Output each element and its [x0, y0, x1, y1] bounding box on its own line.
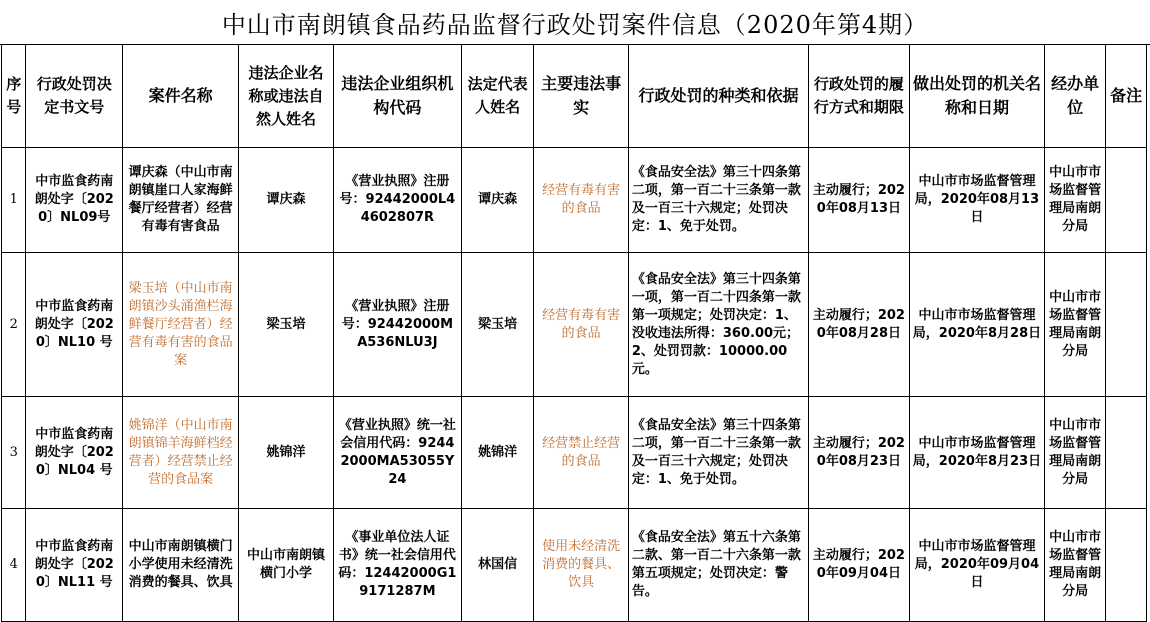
header-penalty: 行政处罚的种类和依据	[628, 45, 808, 148]
cell-legal-rep: 谭庆森	[462, 148, 534, 253]
cell-legal-rep: 林国信	[462, 509, 534, 622]
header-facts: 主要违法事实	[534, 45, 629, 148]
cell-doc-no: 中市监食药南朗处字〔2020〕NL04 号	[26, 397, 123, 509]
cell-facts: 经营禁止经营的食品	[534, 397, 629, 509]
table-row	[2, 253, 1147, 397]
cell-penalty: 《食品安全法》第三十四条第一项，第一百二十四条第一款第一项规定；处罚决定：1、没收违法所得：360.00元；2、处罚罚款：10000.00元。	[628, 253, 808, 397]
cell-penalty: 《食品安全法》第三十四条第二项，第一百二十三条第一款及一百三十六规定；处罚决定：1、免于处罚。	[628, 397, 808, 509]
cell-seq: 2	[2, 253, 26, 397]
header-org-code: 违法企业组织机构代码	[333, 45, 461, 148]
cell-penalty: 《食品安全法》第五十六条第二款、第一百二十六条第一款第五项规定；处罚决定：警告。	[628, 509, 808, 622]
cell-seq: 3	[2, 397, 26, 509]
header-unit: 经办单位	[1045, 45, 1106, 148]
header-violator: 违法企业名称或违法自然人姓名	[239, 45, 334, 148]
cell-case-name: 梁玉培（中山市南朗镇沙头涌渔栏海鲜餐厅经营者）经营有毒有害的食品案	[123, 253, 239, 397]
cell-unit: 中山市市场监督管理局南朗分局	[1045, 397, 1106, 509]
cell-facts: 经营有毒有害的食品	[534, 148, 629, 253]
cell-authority: 中山市市场监督管理局，2020年08月13日	[909, 148, 1044, 253]
cell-facts: 经营有毒有害的食品	[534, 253, 629, 397]
cell-facts: 使用未经清洗消费的餐具、饮具	[534, 509, 629, 622]
table-row	[2, 509, 1147, 622]
cell-violator: 谭庆森	[239, 148, 334, 253]
cell-org-code: 《营业执照》注册号：92442000MA536NLU3J	[333, 253, 461, 397]
cell-case-name: 姚锦洋（中山市南朗镇锦羊海鲜档经营者）经营禁止经营的食品案	[123, 397, 239, 509]
cell-org-code: 《营业执照》统一社会信用代码：92442000MA53055Y24	[333, 397, 461, 509]
header-authority: 做出处罚的机关名称和日期	[909, 45, 1044, 148]
table-row	[2, 397, 1147, 509]
cell-case-name: 谭庆森（中山市南朗镇崖口人家海鲜餐厅经营者）经营有毒有害食品	[123, 148, 239, 253]
header-seq: 序号	[2, 45, 26, 148]
cell-note	[1106, 253, 1147, 397]
cell-violator: 中山市南朗镇横门小学	[239, 509, 334, 622]
cell-unit: 中山市市场监督管理局南朗分局	[1045, 253, 1106, 397]
cell-org-code: 《事业单位法人证书》统一社会信用代码：12442000G19171287M	[333, 509, 461, 622]
page-title: 中山市南朗镇食品药品监督行政处罚案件信息（2020年第4期）	[0, 0, 1150, 45]
cell-penalty: 《食品安全法》第三十四条第二项，第一百二十三条第一款及一百三十六规定；处罚决定：1、免于处罚。	[628, 148, 808, 253]
cell-unit: 中山市市场监督管理局南朗分局	[1045, 509, 1106, 622]
cell-unit: 中山市市场监督管理局南朗分局	[1045, 148, 1106, 253]
table-row	[2, 148, 1147, 253]
cell-authority: 中山市市场监督管理局，2020年09月04日	[909, 509, 1044, 622]
cell-authority: 中山市市场监督管理局，2020年8月28日	[909, 253, 1044, 397]
cell-authority: 中山市市场监督管理局，2020年8月23日	[909, 397, 1044, 509]
cell-performance: 主动履行；2020年08月13日	[809, 148, 910, 253]
cell-case-name: 中山市南朗镇横门小学使用未经清洗消费的餐具、饮具	[123, 509, 239, 622]
cell-doc-no: 中市监食药南朗处字〔2020〕NL11 号	[26, 509, 123, 622]
case-table	[1, 44, 1147, 622]
header-row	[2, 45, 1147, 148]
header-doc-no: 行政处罚决定书文号	[26, 45, 123, 148]
header-note: 备注	[1106, 45, 1147, 148]
cell-legal-rep: 姚锦洋	[462, 397, 534, 509]
cell-violator: 姚锦洋	[239, 397, 334, 509]
cell-org-code: 《营业执照》注册号：92442000L44602807R	[333, 148, 461, 253]
cell-legal-rep: 梁玉培	[462, 253, 534, 397]
cell-note	[1106, 509, 1147, 622]
header-case-name: 案件名称	[123, 45, 239, 148]
cell-doc-no: 中市监食药南朗处字〔2020〕NL10 号	[26, 253, 123, 397]
cell-performance: 主动履行；2020年08月23日	[809, 397, 910, 509]
cell-seq: 1	[2, 148, 26, 253]
cell-performance: 主动履行；2020年09月04日	[809, 509, 910, 622]
cell-performance: 主动履行；2020年08月28日	[809, 253, 910, 397]
cell-violator: 梁玉培	[239, 253, 334, 397]
cell-seq: 4	[2, 509, 26, 622]
cell-note	[1106, 397, 1147, 509]
header-legal-rep: 法定代表人姓名	[462, 45, 534, 148]
header-performance: 行政处罚的履行方式和期限	[809, 45, 910, 148]
cell-note	[1106, 148, 1147, 253]
cell-doc-no: 中市监食药南朗处字〔2020〕NL09号	[26, 148, 123, 253]
